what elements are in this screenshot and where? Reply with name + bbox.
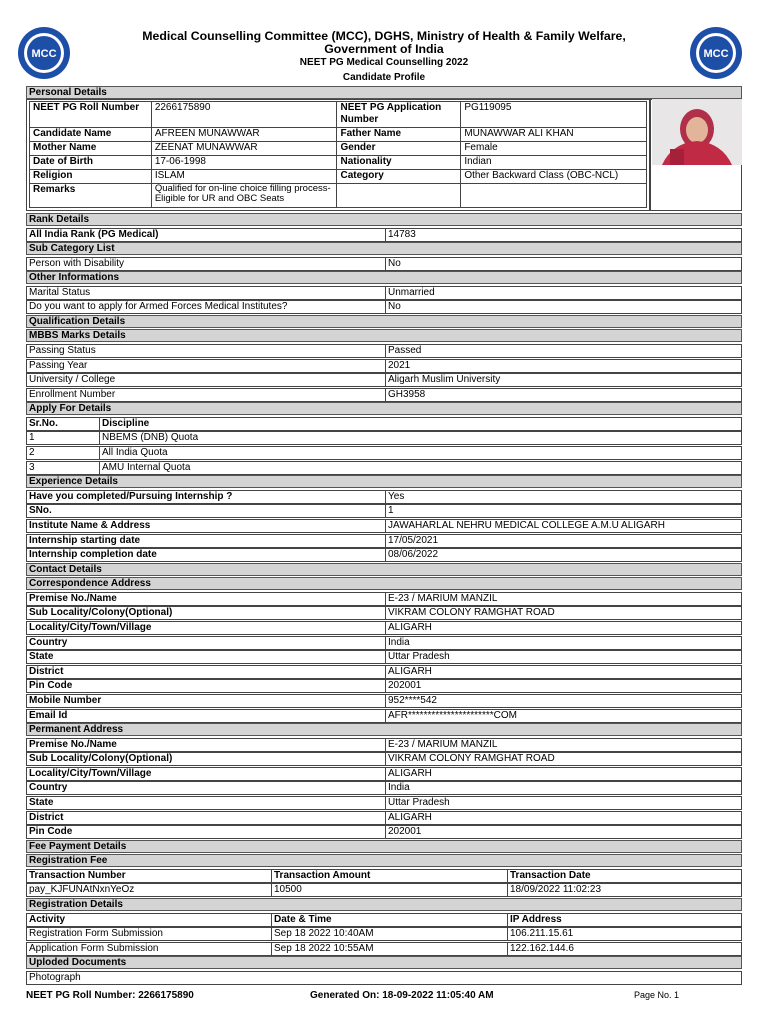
pwd-label: Person with Disability	[29, 257, 125, 269]
experience-detail-row	[26, 490, 742, 504]
permanent-field-row	[26, 825, 742, 839]
experience-detail-value: 1	[385, 505, 743, 517]
experience-detail-value: JAWAHARLAL NEHRU MEDICAL COLLEGE A.M.U ALIGARH	[385, 520, 743, 532]
correspondence-field-row	[26, 592, 742, 606]
svg-text:MCC: MCC	[31, 48, 57, 60]
label-category: Category	[337, 170, 461, 184]
regdet-cell: 106.211.15.61	[507, 928, 743, 940]
permanent-field-value: E-23 / MARIUM MANZIL	[385, 739, 743, 751]
mbbs-detail-row	[26, 388, 742, 402]
footer-generated-on: Generated On: 18-09-2022 11:05:40 AM	[310, 990, 494, 1001]
correspondence-field-label: District	[29, 665, 64, 677]
regfee-cell: pay_KJFUNAtNxnYeOz	[29, 884, 135, 896]
apply-header-row	[26, 417, 742, 431]
mcc-logo-icon	[17, 26, 71, 80]
experience-detail-row	[26, 548, 742, 562]
permanent-field-label: District	[29, 811, 64, 823]
value-application-number: PG119095	[461, 102, 647, 128]
value-candidate-name: AFREEN MUNAWWAR	[151, 128, 337, 142]
regdet-cell: 122.162.144.6	[507, 943, 743, 955]
value-roll-number: 2266175890	[151, 102, 337, 128]
correspondence-field-row	[26, 665, 742, 679]
footer-roll-number: NEET PG Roll Number: 2266175890	[26, 990, 194, 1001]
apply-srno: 2	[29, 447, 35, 458]
correspondence-field-value: Uttar Pradesh	[385, 651, 743, 663]
other-info-label: Do you want to apply for Armed Forces Medical Institutes?	[29, 301, 288, 313]
experience-detail-label: SNo.	[29, 505, 52, 517]
section-registration-details: Registration Details	[26, 898, 742, 911]
experience-detail-label: Internship completion date	[29, 549, 157, 561]
apply-discipline: NBEMS (DNB) Quota	[99, 432, 743, 444]
permanent-field-value: ALIGARH	[385, 768, 743, 780]
apply-srno: 3	[29, 461, 35, 473]
correspondence-field-label: Email Id	[29, 709, 68, 721]
personal-details-table	[29, 101, 647, 208]
experience-detail-value: Yes	[385, 491, 743, 503]
section-rank-details: Rank Details	[26, 213, 742, 226]
apply-row	[26, 461, 742, 475]
value-category: Other Backward Class (OBC-NCL)	[461, 170, 647, 184]
all-india-rank-value: 14783	[385, 229, 743, 241]
regdet-cell: Application Form Submission	[29, 942, 159, 954]
regdet-row	[26, 927, 742, 941]
apply-header-discipline: Discipline	[99, 418, 743, 430]
regfee-header-row	[26, 869, 742, 883]
footer-page-number: Page No. 1	[634, 990, 680, 1000]
apply-discipline: All India Quota	[99, 447, 743, 459]
correspondence-field-row	[26, 621, 742, 635]
correspondence-field-row	[26, 636, 742, 650]
document-header	[0, 0, 768, 86]
permanent-field-label: Locality/City/Town/Village	[29, 767, 152, 779]
permanent-field-value: Uttar Pradesh	[385, 797, 743, 809]
correspondence-field-label: Country	[29, 636, 68, 648]
regdet-header: IP Address	[507, 914, 743, 926]
correspondence-field-label: Locality/City/Town/Village	[29, 621, 152, 633]
document-photograph: Photograph	[29, 971, 81, 983]
regfee-cell: 10500	[271, 884, 507, 896]
experience-detail-value: 08/06/2022	[385, 549, 743, 561]
section-personal-details: Personal Details	[26, 86, 742, 99]
permanent-field-label: Sub Locality/Colony(Optional)	[29, 753, 173, 765]
mbbs-detail-row	[26, 344, 742, 358]
mbbs-detail-row	[26, 359, 742, 373]
label-dob: Date of Birth	[30, 156, 152, 170]
value-remarks: Qualified for on-line choice filling process-Eligible for UR and OBC Seats	[151, 184, 337, 208]
correspondence-field-row	[26, 650, 742, 664]
svg-text:MCC: MCC	[703, 48, 729, 60]
pwd-value: No	[385, 258, 743, 270]
apply-row	[26, 446, 742, 460]
correspondence-field-value: India	[385, 637, 743, 649]
experience-detail-row	[26, 534, 742, 548]
label-candidate-name: Candidate Name	[30, 128, 152, 142]
correspondence-field-label: Premise No./Name	[29, 592, 117, 604]
permanent-field-row	[26, 811, 742, 825]
permanent-field-row	[26, 796, 742, 810]
correspondence-field-value: E-23 / MARIUM MANZIL	[385, 593, 743, 605]
all-india-rank-row	[26, 228, 742, 242]
section-qualification: Qualification Details	[26, 315, 742, 328]
experience-detail-value: 17/05/2021	[385, 535, 743, 547]
mbbs-detail-value: Passed	[385, 345, 743, 357]
value-dob: 17-06-1998	[151, 156, 337, 170]
permanent-field-label: Country	[29, 782, 68, 794]
correspondence-field-label: State	[29, 651, 54, 663]
regfee-header: Transaction Number	[29, 869, 126, 881]
mbbs-detail-value: 2021	[385, 360, 743, 372]
section-sub-category: Sub Category List	[26, 242, 742, 255]
correspondence-field-row	[26, 679, 742, 693]
correspondence-field-value: AFR**********************COM	[385, 710, 743, 722]
label-religion: Religion	[30, 170, 152, 184]
label-mother-name: Mother Name	[30, 142, 152, 156]
other-info-row	[26, 300, 742, 314]
section-mbbs-marks: MBBS Marks Details	[26, 329, 742, 342]
label-nationality: Nationality	[337, 156, 461, 170]
permanent-field-row	[26, 781, 742, 795]
section-permanent-address: Permanent Address	[26, 723, 742, 736]
permanent-field-row	[26, 738, 742, 752]
correspondence-field-value: 952****542	[385, 695, 743, 707]
regdet-cell: Registration Form Submission	[29, 928, 163, 940]
regfee-cell: 18/09/2022 11:02:23	[507, 884, 743, 896]
correspondence-field-value: ALIGARH	[385, 666, 743, 678]
experience-detail-label: Internship starting date	[29, 534, 141, 546]
regdet-row	[26, 942, 742, 956]
permanent-field-value: ALIGARH	[385, 812, 743, 824]
mbbs-detail-row	[26, 373, 742, 387]
experience-detail-label: Institute Name & Address	[29, 519, 151, 531]
correspondence-field-value: VIKRAM COLONY RAMGHAT ROAD	[385, 607, 743, 619]
mcc-logo-icon	[689, 26, 743, 80]
correspondence-field-row	[26, 709, 742, 723]
permanent-field-label: Premise No./Name	[29, 738, 117, 750]
section-other-info: Other Informations	[26, 271, 742, 284]
mbbs-detail-label: Passing Year	[29, 359, 88, 371]
section-apply-for: Apply For Details	[26, 402, 742, 415]
section-contact: Contact Details	[26, 563, 742, 576]
permanent-field-label: Pin Code	[29, 826, 73, 838]
mbbs-detail-value: GH3958	[385, 389, 743, 401]
value-father-name: MUNAWWAR ALI KHAN	[461, 128, 647, 142]
experience-detail-label: Have you completed/Pursuing Internship ?	[29, 490, 233, 502]
regdet-header-row	[26, 913, 742, 927]
mbbs-detail-label: Passing Status	[29, 344, 96, 356]
regdet-cell: Sep 18 2022 10:55AM	[271, 943, 507, 955]
committee-title: Medical Counselling Committee (MCC), DGHS, Ministry of Health & Family Welfare, Government of India	[142, 29, 626, 56]
apply-discipline: AMU Internal Quota	[99, 462, 743, 474]
section-experience: Experience Details	[26, 475, 742, 488]
regdet-cell: Sep 18 2022 10:40AM	[271, 928, 507, 940]
section-fee-payment: Fee Payment Details	[26, 840, 742, 853]
label-application-number: NEET PG Application Number	[337, 102, 461, 128]
other-info-value: No	[385, 301, 743, 313]
value-religion: ISLAM	[151, 170, 337, 184]
permanent-field-value: 202001	[385, 826, 743, 838]
label-father-name: Father Name	[337, 128, 461, 142]
other-info-value: Unmarried	[385, 287, 743, 299]
experience-detail-row	[26, 519, 742, 533]
pwd-row	[26, 257, 742, 271]
counselling-title: NEET PG Medical Counselling 2022	[299, 57, 469, 68]
regdet-header: Date & Time	[271, 914, 507, 926]
other-info-row	[26, 286, 742, 300]
value-gender: Female	[461, 142, 647, 156]
profile-title: Candidate Profile	[342, 72, 426, 83]
permanent-field-label: State	[29, 797, 54, 808]
permanent-field-value: VIKRAM COLONY RAMGHAT ROAD	[385, 753, 743, 765]
correspondence-field-label: Sub Locality/Colony(Optional)	[29, 607, 173, 619]
regfee-header: Transaction Date	[507, 870, 743, 882]
correspondence-field-value: ALIGARH	[385, 622, 743, 634]
experience-detail-row	[26, 504, 742, 518]
candidate-photo	[652, 99, 742, 165]
mbbs-detail-value: Aligarh Muslim University	[385, 374, 743, 386]
mbbs-detail-label: Enrollment Number	[29, 388, 116, 400]
regfee-row	[26, 883, 742, 897]
apply-srno: 1	[29, 432, 35, 444]
label-remarks: Remarks	[30, 184, 152, 208]
all-india-rank-label: All India Rank (PG Medical)	[29, 228, 159, 240]
correspondence-field-row	[26, 694, 742, 708]
correspondence-field-value: 202001	[385, 680, 743, 692]
other-info-label: Marital Status	[29, 286, 91, 298]
permanent-field-value: India	[385, 782, 743, 794]
correspondence-field-row	[26, 606, 742, 620]
section-registration-fee: Registration Fee	[26, 854, 742, 867]
permanent-field-row	[26, 752, 742, 766]
value-mother-name: ZEENAT MUNAWWAR	[151, 142, 337, 156]
apply-header-srno: Sr.No.	[29, 417, 58, 429]
apply-row	[26, 431, 742, 445]
label-gender: Gender	[337, 142, 461, 156]
correspondence-field-label: Mobile Number	[29, 694, 102, 706]
section-correspondence-address: Correspondence Address	[26, 577, 742, 590]
label-roll-number: NEET PG Roll Number	[30, 102, 152, 128]
mbbs-detail-label: University / College	[29, 374, 116, 386]
correspondence-field-label: Pin Code	[29, 680, 73, 692]
value-nationality: Indian	[461, 156, 647, 170]
regdet-header: Activity	[29, 913, 66, 925]
regfee-header: Transaction Amount	[271, 870, 507, 882]
permanent-field-row	[26, 767, 742, 781]
section-uploaded-documents: Uploded Documents	[26, 956, 742, 969]
document-row	[26, 971, 742, 985]
